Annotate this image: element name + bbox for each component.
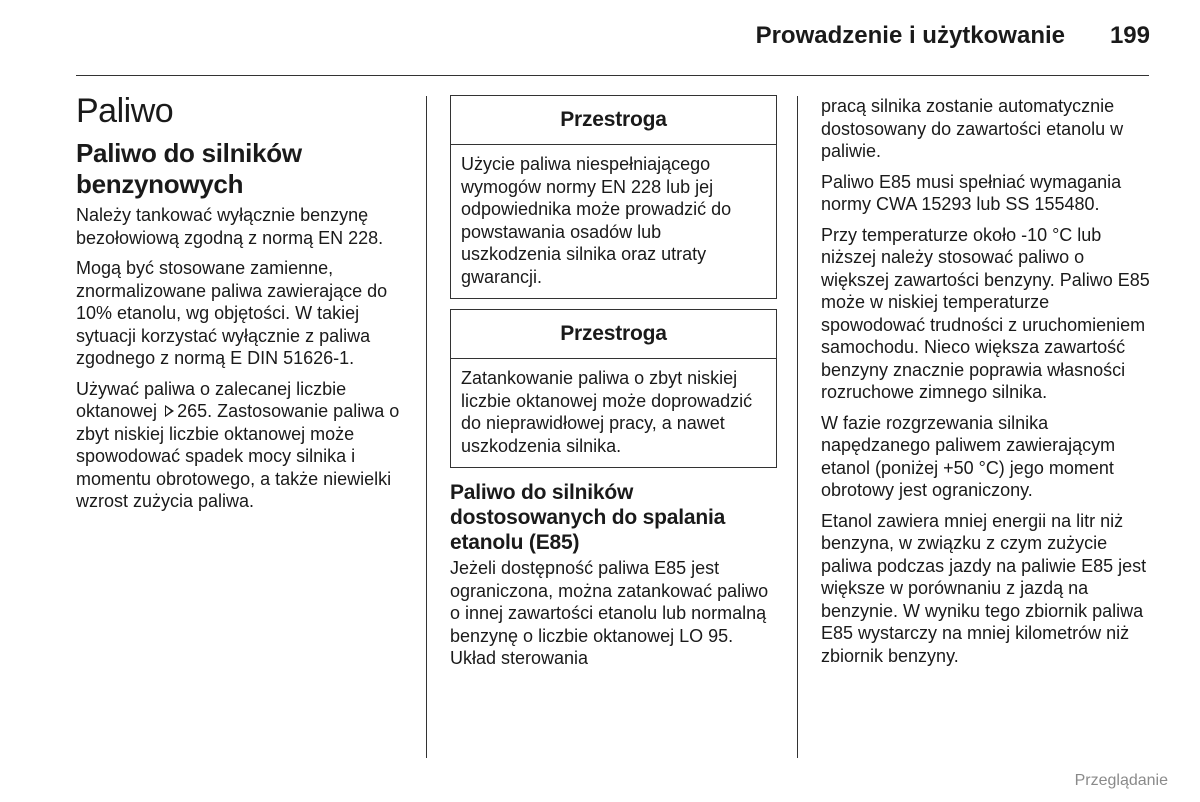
paragraph-text: Używać paliwa o zalecanej liczbie oktanowej — [76, 378, 347, 421]
column-1 — [76, 90, 408, 521]
warning-box — [450, 309, 777, 468]
warning-title: Przestroga — [451, 96, 776, 145]
paragraph: Etanol zawiera mniej energii na litr niż benzyna, w związku z czym zużycie paliwa podczas jazdy na paliwie E85 jest większe w porównaniu z jazdą na benzynie. W wyniku tego zbiornik paliwa E85 wystarczy na mniej kilometrów niż zbiornik benzyny. — [821, 510, 1147, 666]
subsection-heading-petrol: Paliwo do silników benzynowych — [76, 138, 302, 199]
page-reference-link[interactable]: 265 — [177, 401, 208, 421]
warning-box — [450, 95, 777, 299]
paragraph: Należy tankować wyłącznie benzynę bezołowiową zgodną z normą EN 228. — [76, 205, 384, 248]
column-divider-right — [797, 96, 798, 758]
paragraph: Paliwo E85 musi spełniać wymagania normy CWA 15293 lub SS 155480. — [821, 171, 1122, 214]
subsection-heading-e85: Paliwo do silników dostosowanych do spalania etanolu (E85) — [450, 481, 726, 554]
page-number: 199 — [1109, 22, 1150, 49]
page-header-title: Prowadzenie i użytkowanie — [755, 22, 1065, 49]
column-divider-left — [426, 96, 427, 758]
page-reference-icon — [165, 405, 174, 417]
warning-text: Zatankowanie paliwa o zbyt niskiej liczbie oktanowej może doprowadzić do nieprawidłowej pracy, a nawet uszkodzenia silnika. — [461, 368, 753, 456]
paragraph-text: . Zastosowanie paliwa o zbyt niskiej liczbie oktanowej może spowodować spadek mocy silnika i momentu obrotowego, a także niewielki wzrost zużycia paliwa. — [76, 401, 400, 511]
paragraph — [76, 378, 408, 513]
paragraph: Przy temperaturze około -10 °C lub niższej należy stosować paliwo o większej zawartości benzyny. Paliwo E85 może w niskiej temperaturze spowodować trudności z uruchomieniem samochodu. Nieco większa zawartość benzyny znacznie poprawia własności rozruchowe zimnego silnika. — [821, 224, 1150, 402]
header-divider — [76, 75, 1149, 76]
warning-text: Użycie paliwa niespełniającego wymogów normy EN 228 lub jej odpowiednika może prowadzić do powstawania osadów lub uszkodzenia silnika oraz utraty gwarancji. — [461, 154, 732, 287]
paragraph: Mogą być stosowane zamienne, znormalizowane paliwa zawierające do 10% etanolu, wg objętości. W takiej sytuacji korzystać wyłącznie z paliwa zgodnego z normą E DIN 51626-1. — [76, 258, 388, 368]
column-2 — [450, 95, 777, 678]
paragraph: pracą silnika zostanie automatycznie dostosowany do zawartości etanolu w paliwie. — [821, 96, 1124, 161]
column-3 — [821, 95, 1153, 675]
section-heading: Paliwo — [76, 92, 174, 130]
warning-title: Przestroga — [451, 310, 776, 359]
paragraph: W fazie rozgrzewania silnika napędzanego paliwem zawierającym etanol (poniżej +50 °C) jego moment obrotowy jest ograniczony. — [821, 412, 1116, 500]
paragraph: Jeżeli dostępność paliwa E85 jest ograniczona, można zatankować paliwo o innej zawartości etanolu lub normalną benzynę o liczbie oktanowej LO 95. Układ sterowania — [450, 558, 769, 668]
browse-link[interactable]: Przeglądanie — [1074, 772, 1168, 789]
